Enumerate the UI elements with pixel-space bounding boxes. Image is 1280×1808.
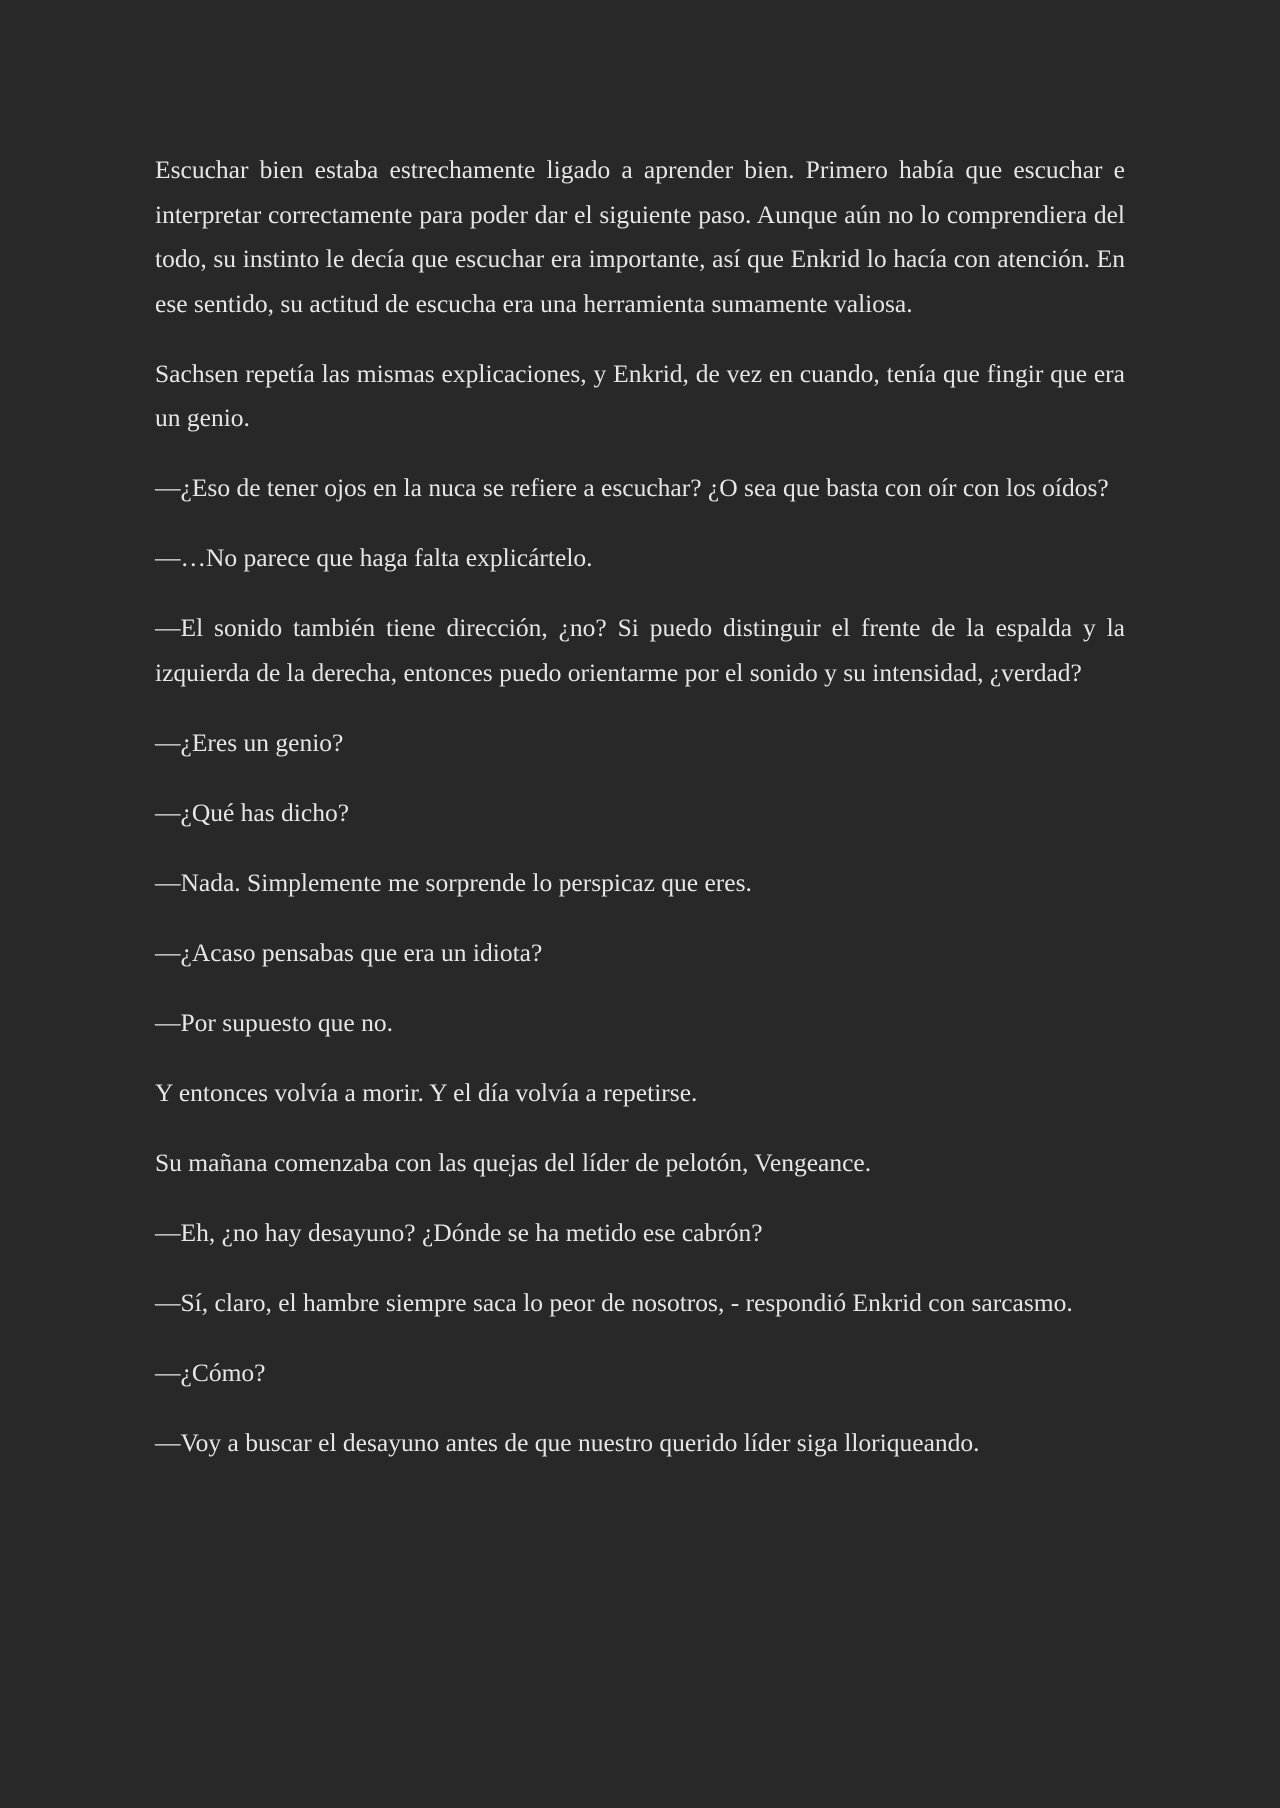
paragraph: —¿Cómo? bbox=[155, 1357, 266, 1387]
paragraph: Sachsen repetía las mismas explicaciones, y Enkrid, de vez en cuando, tenía que fingir que era un genio. bbox=[155, 358, 1125, 432]
paragraph: —Voy a buscar el desayuno antes de que nuestro querido líder siga lloriqueando. bbox=[155, 1427, 980, 1457]
paragraph: Escuchar bien estaba estrechamente ligado a aprender bien. Primero había que escuchar e interpretar correctamente para poder dar el siguiente paso. Aunque aún no lo comprendiera del todo, su instinto le decía que escuchar era importante, así que Enkrid lo hacía con atención. En ese sentido, su actitud de escucha era una herramienta sumamente valiosa. bbox=[155, 155, 1125, 318]
paragraph: —Nada. Simplemente me sorprende lo perspicaz que eres. bbox=[155, 867, 752, 897]
paragraph: —Eh, ¿no hay desayuno? ¿Dónde se ha metido ese cabrón? bbox=[155, 1217, 763, 1247]
paragraph: —Por supuesto que no. bbox=[155, 1007, 393, 1037]
paragraph: —¿Eres un genio? bbox=[155, 727, 344, 757]
paragraph: —…No parece que haga falta explicártelo. bbox=[155, 543, 593, 572]
paragraph: Y entonces volvía a morir. Y el día volvía a repetirse. bbox=[155, 1077, 698, 1107]
paragraph: —Sí, claro, el hambre siempre saca lo peor de nosotros, - respondió Enkrid con sarcasmo. bbox=[155, 1287, 1073, 1317]
paragraph: —¿Eso de tener ojos en la nuca se refiere a escuchar? ¿O sea que basta con oír con los oídos? bbox=[155, 473, 1109, 502]
paragraph: Su mañana comenzaba con las quejas del líder de pelotón, Vengeance. bbox=[155, 1147, 872, 1177]
paragraph: —El sonido también tiene dirección, ¿no? Si puedo distinguir el frente de la espalda y la izquierda de la derecha, entonces puedo orientarme por el sonido y su intensidad, ¿verdad? bbox=[155, 613, 1125, 687]
paragraph: —¿Acaso pensabas que era un idiota? bbox=[155, 937, 543, 967]
paragraph: —¿Qué has dicho? bbox=[155, 797, 350, 827]
